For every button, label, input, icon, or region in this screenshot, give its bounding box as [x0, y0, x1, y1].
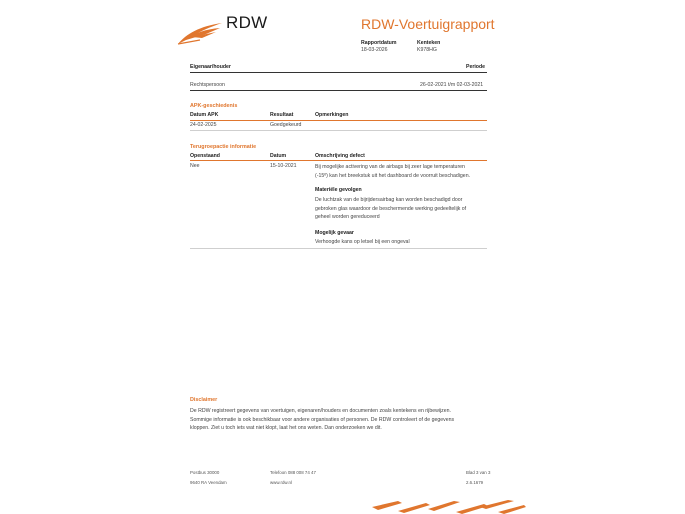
- gevolgen-title: Materiële gevolgen: [315, 187, 362, 193]
- footer-website[interactable]: www.rdw.nl: [270, 480, 292, 485]
- recall-defect-block: [315, 163, 487, 180]
- recall-row-rule: [190, 248, 487, 249]
- recall-section-title: Terugroepactie informatie: [190, 144, 257, 150]
- footer-code: 2.6.1679: [466, 480, 484, 485]
- disclaimer-line: De RDW registreert gegevens van voertuigen, eigenaren/houders en documenten zoals kentekens en rijbewijzen.: [190, 408, 451, 414]
- recall-header-omschrijving: Omschrijving defect: [315, 153, 365, 159]
- owner-bottom-rule: [190, 90, 487, 91]
- gevolgen-line: gebroken glas waardoor de beschermende werking gedeeltelijk of: [315, 205, 467, 212]
- footer-postcode: 9640 RA Veendam: [190, 480, 227, 485]
- recall-header-datum: Datum: [270, 153, 287, 159]
- rapportdatum-value: 18-03-2026: [361, 47, 388, 53]
- gevaar-line: Verhoogde kans op letsel bij een ongeval: [315, 239, 410, 245]
- gevolgen-line: De luchtzak van de bijrijdersairbag kan worden beschadigd door: [315, 197, 463, 203]
- owner-header-rule: [190, 72, 487, 73]
- apk-row-rule: [190, 130, 487, 131]
- apk-header-resultaat: Resultaat: [270, 112, 294, 118]
- recall-header-openstaand: Openstaand: [190, 153, 220, 159]
- gevolgen-line: geheel worden gereduceerd: [315, 214, 380, 220]
- rdw-logo-icon: [176, 20, 224, 46]
- disclaimer-title: Disclaimer: [190, 397, 218, 403]
- gevaar-title: Mogelijk gevaar: [315, 230, 354, 236]
- footer-blad: Blad 3 van 3: [466, 470, 491, 475]
- apk-section-title: APK-geschiedenis: [190, 103, 238, 109]
- kenteken-value: K978HG: [417, 47, 437, 53]
- apk-row-resultaat: Goedgekeurd: [270, 122, 302, 128]
- apk-row-datum: 24-02-2025: [190, 122, 217, 128]
- owner-header-col2: Periode: [466, 64, 486, 70]
- owner-type: Rechtspersoon: [190, 82, 225, 88]
- gevaar-block: [315, 238, 487, 247]
- disclaimer-line: kloppen. Ziet u toch iets wat niet klopt, laat het ons weten. Dan onderzoeken we dit.: [190, 425, 382, 431]
- disclaimer-text: [190, 407, 500, 433]
- owner-header-col1: Eigenaar/houder: [190, 64, 231, 70]
- apk-header-datum: Datum APK: [190, 112, 219, 118]
- footer-telefoon: Telefoon 088 008 74 47: [270, 470, 316, 475]
- rapportdatum-label: Rapportdatum: [361, 40, 397, 46]
- disclaimer-line: Sommige informatie is ook beschikbaar voor andere organisaties of personen. De RDW controleert of de gegevens: [190, 416, 455, 423]
- recall-openstaand: Nee: [190, 163, 200, 169]
- apk-header-rule: [190, 120, 487, 121]
- logo-text: RDW: [226, 13, 268, 32]
- defect-line: (-15º) kan het breekstuk uit het dashboard de voorruit beschadigen.: [315, 172, 471, 179]
- defect-line: Bij mogelijke activering van de airbags bij zeer lage temperaturen: [315, 164, 465, 170]
- gevolgen-block: [315, 196, 487, 222]
- footer-postbus: Postbus 30000: [190, 470, 220, 475]
- owner-period: 26-02-2021 t/m 02-03-2021: [420, 82, 484, 88]
- decorative-stripes-icon: [368, 497, 528, 514]
- page-title: RDW-Voertuigrapport: [361, 16, 495, 32]
- recall-datum: 15-10-2021: [270, 163, 297, 169]
- recall-header-rule: [190, 160, 487, 161]
- kenteken-label: Kenteken: [417, 40, 441, 46]
- apk-header-opmerkingen: Opmerkingen: [315, 112, 349, 118]
